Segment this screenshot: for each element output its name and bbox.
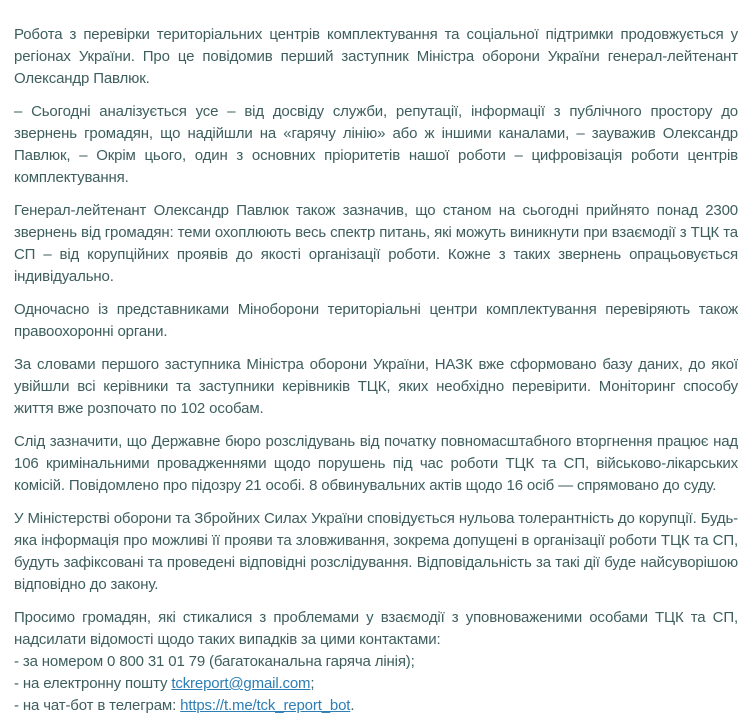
contact-email-suffix: ; [310,675,315,692]
contact-email-prefix: - на електронну пошту [14,675,172,692]
contact-phone-line: - за номером 0 800 31 01 79 (багатоканальна гаряча лінія); [14,653,415,670]
email-link[interactable]: tckreport@gmail.com [171,675,311,692]
paragraph-zero-tolerance: У Міністерстві оборони та Збройних Силах України сповідується нульова толерантність до корупції. Будь-яка інформація про можливі її прояви та зловживання, зокрема допущені в організації роботи ТЦК та СП, будуть зафіксовані та проведені відповідні розслідування. Відповідальність за такі дії буде найсуворішою відповідно до закону. [14,510,738,593]
telegram-link[interactable]: https://t.me/tck_report_bot [180,697,351,714]
paragraph-intro: Робота з перевірки територіальних центрів комплектування та соціальної підтримки продовжується у регіонах України. Про це повідомив перший заступник Міністра оборони України генерал-лейтенант Олександр Павлюк. [14,26,738,87]
contacts-intro-text: Просимо громадян, які стикалися з проблемами у взаємодії з уповноваженими особами ТЦК та СП, надсилати відомості щодо таких випадків за цими контактами: [14,609,738,648]
paragraph-nazk-database: За словами першого заступника Міністра оборони України, НАЗК вже сформовано базу даних, до якої увійшли всі керівники та заступники керівників ТЦК, яких необхідно перевірити. Моніторинг способу життя вже розпочато по 102 особам. [14,356,738,417]
paragraph-law-enforcement: Одночасно із представниками Міноборони територіальні центри комплектування перевіряють також правоохоронні органи. [14,301,738,340]
contact-telegram-suffix: . [350,697,355,714]
paragraph-quote: – Сьогодні аналізується усе – від досвіду служби, репутації, інформації з публічного простору до звернень громадян, що надійшли на «гарячу лінію» або ж іншими каналами, – зауважив Олександр Павлюк, – Окрім цього, один з основних пріоритетів нашої роботи – цифровізація роботи центрів комплектування. [14,103,738,186]
contact-telegram-prefix: - на чат-бот в телеграм: [14,697,181,714]
paragraph-contacts [14,607,738,717]
paragraph-appeals-count: Генерал-лейтенант Олександр Павлюк також зазначив, що станом на сьогодні прийнято понад 2300 звернень від громадян: теми охоплюють весь спектр питань, які можуть виникнути при взаємодії з ТЦК та СП – від корупційних проявів до якості організації роботи. Кожне з таких звернень опрацьовується індивідуально. [14,202,738,285]
paragraph-dbr-cases: Слід зазначити, що Державне бюро розслідувань від початку повномасштабного вторгнення працює над 106 кримінальними провадженнями щодо порушень під час роботи ТЦК та СП, військово-лікарських комісій. Повідомлено про підозру 21 особі. 8 обвинувальних актів щодо 16 осіб — спрямовано до суду. [14,433,738,494]
